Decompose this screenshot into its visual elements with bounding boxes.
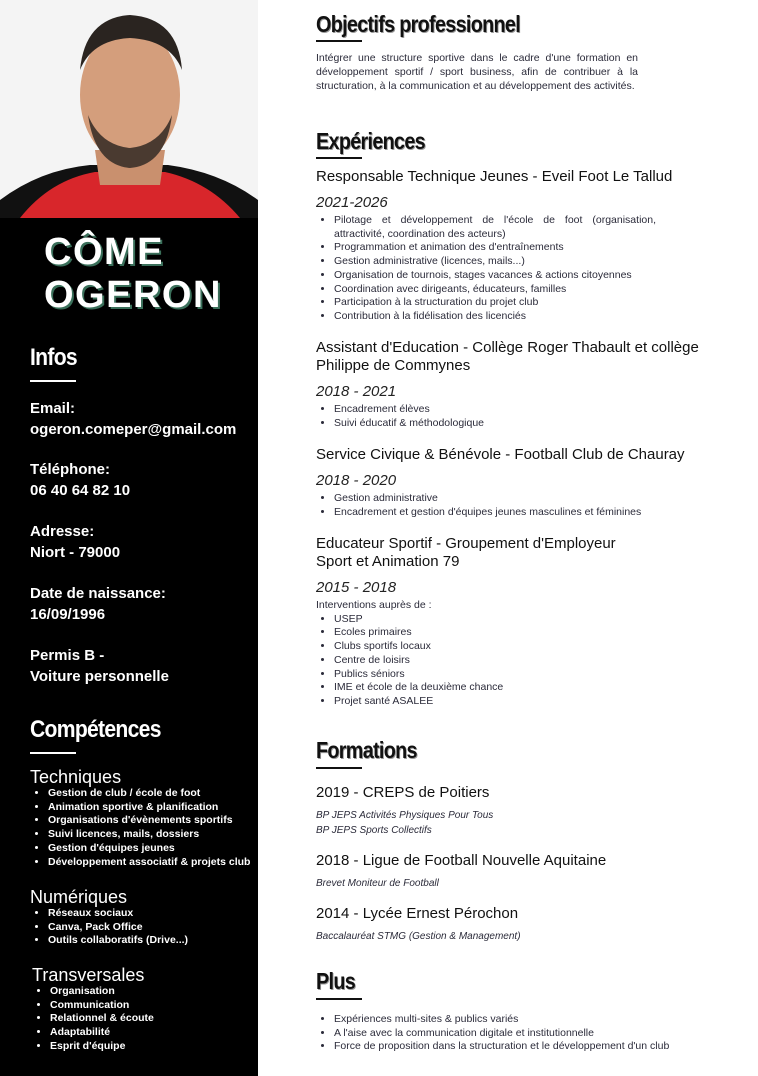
info-label: Permis B - bbox=[30, 647, 105, 664]
formation-title: 2014 - Lycée Ernest Pérochon bbox=[316, 905, 519, 922]
skill-group-techniques bbox=[30, 767, 250, 869]
list-item: • Ecoles primaires bbox=[334, 626, 636, 640]
info-address bbox=[30, 521, 120, 563]
list-item: • USEP bbox=[334, 613, 636, 627]
formation-details bbox=[316, 808, 716, 838]
formation-title: 2019 - CREPS de Poitiers bbox=[316, 784, 490, 801]
info-label: Téléphone: bbox=[30, 461, 111, 478]
formations-heading: Formations bbox=[316, 737, 417, 763]
job-title: Service Civique & Bénévole - Football Club de Chauray bbox=[316, 446, 685, 463]
formations-divider bbox=[316, 767, 362, 769]
list-item: • Pilotage et développement de l'école de foot (organisation, attractivité, coordination des acteurs) bbox=[334, 214, 656, 241]
list-item: • Suivi licences, mails, dossiers bbox=[48, 828, 250, 842]
list-item: • Canva, Pack Office bbox=[48, 921, 188, 935]
list-item: • Centre de loisirs bbox=[334, 654, 636, 668]
list-item: • Gestion de club / école de foot bbox=[48, 787, 250, 801]
list-item: • Encadrement élèves bbox=[334, 403, 716, 417]
list-item: • Programmation et animation des d'entraînements bbox=[334, 241, 656, 255]
list-item: • Relationnel & écoute bbox=[50, 1012, 154, 1026]
list-item: • Contribution à la fidélisation des licenciés bbox=[334, 310, 656, 324]
list-item: • Organisation de tournois, stages vacances & actions citoyennes bbox=[334, 269, 656, 283]
job-intro: Interventions auprès de : bbox=[316, 599, 432, 611]
skill-list bbox=[30, 907, 188, 948]
address-value: Niort - 79000 bbox=[30, 544, 121, 561]
birthdate-value: 16/09/1996 bbox=[30, 606, 106, 623]
list-item: • IME et école de la deuxième chance bbox=[334, 681, 636, 695]
list-item: • Animation sportive & planification bbox=[48, 801, 250, 815]
objectifs-divider bbox=[316, 40, 362, 42]
job-dates: 2015 - 2018 bbox=[316, 579, 397, 596]
skill-group-transversales bbox=[32, 965, 154, 1054]
list-item: • Outils collaboratifs (Drive...) bbox=[48, 934, 188, 948]
list-item: • Organisations d'évènements sportifs bbox=[48, 814, 250, 828]
skill-group-numeriques bbox=[30, 887, 188, 948]
formation-entry bbox=[316, 784, 716, 838]
sidebar bbox=[0, 218, 258, 1076]
objectifs-text: Intégrer une structure sportive dans le cadre d'une formation en développement sportif / sport business, afin de contribuer à la structuration, à la communication et au développement des activités. bbox=[316, 52, 638, 92]
job-entry bbox=[316, 339, 716, 430]
list-item: • Adaptabilité bbox=[50, 1026, 154, 1040]
job-dates: 2018 - 2020 bbox=[316, 472, 397, 489]
experiences-divider bbox=[316, 157, 362, 159]
last-name: OGERON bbox=[44, 274, 222, 316]
job-tasks bbox=[316, 214, 656, 324]
competences-heading: Compétences bbox=[30, 716, 161, 743]
list-item: • Publics séniors bbox=[334, 668, 636, 682]
list-item: • Suivi éducatif & méthodologique bbox=[334, 417, 716, 431]
info-birthdate bbox=[30, 583, 166, 625]
formation-title: 2018 - Ligue de Football Nouvelle Aquitaine bbox=[316, 852, 607, 869]
job-tasks bbox=[316, 492, 716, 519]
skill-list bbox=[30, 787, 250, 869]
list-item: • Participation à la structuration du projet club bbox=[334, 296, 656, 310]
job-tasks bbox=[316, 403, 716, 430]
plus-list bbox=[316, 1013, 736, 1054]
list-item: • Esprit d'équipe bbox=[50, 1040, 154, 1054]
experiences-heading: Expériences bbox=[316, 128, 425, 154]
job-tasks bbox=[316, 613, 636, 709]
skill-group-title: Transversales bbox=[32, 965, 145, 985]
infos-heading: Infos bbox=[30, 344, 77, 371]
list-item: • Force de proposition dans la structuration et le développement d'un club bbox=[334, 1040, 736, 1054]
formation-detail: BP JEPS Activités Physiques Pour Tous bbox=[316, 810, 494, 821]
phone-value: 06 40 64 82 10 bbox=[30, 482, 131, 499]
list-item: • Gestion administrative bbox=[334, 492, 716, 506]
skill-group-title: Techniques bbox=[30, 767, 122, 787]
job-dates: 2018 - 2021 bbox=[316, 383, 397, 400]
profile-photo bbox=[0, 0, 258, 218]
formation-entry bbox=[316, 852, 716, 891]
formation-entry bbox=[316, 905, 716, 944]
info-label: Date de naissance: bbox=[30, 585, 166, 602]
plus-divider bbox=[316, 998, 362, 1000]
list-item: • Encadrement et gestion d'équipes jeunes masculines et féminines bbox=[334, 506, 716, 520]
formation-detail: Baccalauréat STMG (Gestion & Management) bbox=[316, 931, 521, 942]
infos-divider bbox=[30, 380, 76, 382]
info-phone bbox=[30, 459, 130, 501]
objectifs-heading: Objectifs professionnel bbox=[316, 11, 521, 37]
license-value: Voiture personnelle bbox=[30, 668, 169, 685]
job-title: Educateur Sportif - Groupement d'Employeur Sport et Animation 79 bbox=[316, 535, 616, 570]
info-label: Adresse: bbox=[30, 523, 95, 540]
list-item: • Développement associatif & projets club bbox=[48, 856, 250, 870]
skill-list bbox=[32, 985, 154, 1054]
email-value[interactable]: ogeron.comeper@gmail.com bbox=[30, 421, 237, 438]
first-name: CÔME bbox=[44, 231, 164, 273]
list-item: • Clubs sportifs locaux bbox=[334, 640, 636, 654]
formation-detail: Brevet Moniteur de Football bbox=[316, 878, 439, 889]
list-item: • Projet santé ASALEE bbox=[334, 695, 636, 709]
list-item: • Coordination avec dirigeants, éducateurs, familles bbox=[334, 283, 656, 297]
job-entry bbox=[316, 446, 716, 519]
skill-group-title: Numériques bbox=[30, 887, 128, 907]
list-item: • Expériences multi-sites & publics variés bbox=[334, 1013, 736, 1027]
job-title: Responsable Technique Jeunes - Eveil Foot Le Tallud bbox=[316, 168, 673, 185]
portrait-photo-icon bbox=[0, 0, 258, 218]
competences-divider bbox=[30, 752, 76, 754]
job-entry bbox=[316, 168, 716, 324]
list-item: • Gestion d'équipes jeunes bbox=[48, 842, 250, 856]
plus-heading: Plus bbox=[316, 968, 356, 994]
list-item: • A l'aise avec la communication digitale et institutionnelle bbox=[334, 1027, 736, 1041]
list-item: • Communication bbox=[50, 999, 154, 1013]
info-email bbox=[30, 398, 236, 440]
job-entry bbox=[316, 535, 636, 709]
formation-detail: BP JEPS Sports Collectifs bbox=[316, 825, 432, 836]
info-license bbox=[30, 645, 169, 687]
info-label: Email: bbox=[30, 400, 76, 417]
plus-section bbox=[316, 1011, 736, 1054]
list-item: • Gestion administrative (licences, mails...) bbox=[334, 255, 656, 269]
list-item: • Organisation bbox=[50, 985, 154, 999]
job-title: Assistant d'Education - Collège Roger Thabault et collège Philippe de Commynes bbox=[316, 339, 699, 374]
job-dates: 2021-2026 bbox=[316, 194, 388, 211]
list-item: • Réseaux sociaux bbox=[48, 907, 188, 921]
